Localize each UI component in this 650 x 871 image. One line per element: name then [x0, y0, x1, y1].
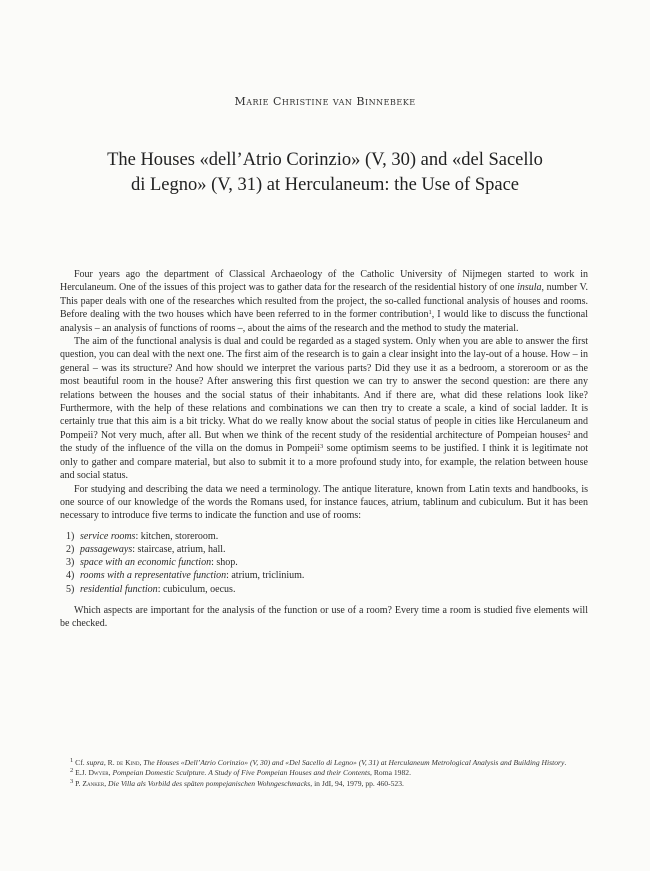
list-number: 1)	[66, 530, 75, 542]
title-line-1: The Houses «dell’Atrio Corinzio» (V, 30) and «del Sacello	[107, 150, 543, 170]
body-text	[60, 268, 588, 631]
footnote-ref-3: 3	[320, 443, 324, 451]
footnote-ref-1: 1	[428, 309, 432, 317]
footnotes	[60, 758, 588, 789]
list-text: : staircase, atrium, hall.	[132, 543, 226, 555]
list-number: 2)	[66, 543, 75, 555]
fn-text: , in JdI, 94, 1979, pp. 460-523.	[310, 778, 404, 788]
footnote-number: 3	[70, 777, 74, 785]
list-label: space with an economic function	[80, 557, 212, 569]
paragraph-1	[60, 268, 588, 335]
fn-title: Die Villa als Vorbild des späten pompejanischen Wohngeschmacks	[108, 778, 311, 788]
footnote-2	[60, 768, 588, 778]
fn-author: de Kind	[116, 758, 140, 767]
fn-text: P.	[73, 778, 83, 788]
fn-author: Zanker	[82, 778, 105, 788]
p1-italic-insula: insula	[517, 282, 542, 294]
p2-text-c: some optimism seems to be justified. I think it is legitimate not only to gather and compare material, but also to submit it to a more profound study into, for example, the relation between house and social status.	[60, 443, 588, 482]
paragraph-4: Which aspects are important for the analysis of the function or use of a room? Every time a room is studied five elements will be checked.	[60, 604, 588, 630]
list-number: 3)	[66, 557, 75, 569]
footnote-number: 1	[70, 757, 74, 764]
p2-text-b: and the study of the influence of the villa on the domus in Pompeii	[60, 429, 588, 455]
list-item	[60, 543, 588, 556]
list-number: 4)	[66, 570, 75, 582]
fn-title: Pompeian Domestic Sculpture. A Study of Five Pompeian Houses and their Contents	[112, 768, 371, 778]
fn-text: ,	[104, 778, 108, 788]
footnote-ref-2: 2	[567, 429, 571, 437]
list-text: : cubiculum, oecus.	[157, 583, 236, 595]
paragraph-3: For studying and describing the data we need a terminology. The antique literature, known from Latin texts and handbooks, is one source of our knowledge of the words the Romans used, for instance fauces, atrium, tablinum and cubiculum. But it has been necessary to introduce five terms to indicate the function and use of rooms:	[60, 483, 588, 522]
list-item	[60, 583, 588, 596]
fn-text: Cf.	[73, 758, 87, 767]
list-number: 5)	[66, 583, 75, 595]
fn-text: , R.	[103, 758, 117, 767]
function-list	[60, 530, 588, 596]
list-label: residential function	[80, 583, 158, 595]
list-text: : kitchen, storeroom.	[135, 530, 219, 542]
p1-text-a: Four years ago the department of Classical Archaeology of the Catholic University of Nijmegen started to work in Herculaneum. One of the issues of this project was to gather data for the research of the residential history of one	[60, 269, 588, 294]
p1-text-b: , number V. This paper deals with one of the researches which resulted from the project, the so-called functional analysis of houses and rooms. Before dealing with the two houses which have been referred to in the former contribution	[60, 282, 588, 321]
paragraph-2	[60, 335, 588, 482]
footnote-3	[60, 779, 588, 789]
list-text: : shop.	[211, 557, 238, 569]
list-label: service rooms	[80, 530, 136, 542]
paper-title	[40, 148, 610, 198]
fn-text: , Roma 1982.	[370, 768, 411, 778]
list-item	[60, 556, 588, 569]
list-label: passageways	[80, 543, 133, 555]
list-label: rooms with a representative function	[80, 570, 227, 582]
p1-text-c: , I would like to discuss the functional analysis – an analysis of functions of rooms –, about the aims of the research and the method to study the material.	[60, 309, 588, 334]
fn-author: Dwyer	[88, 768, 109, 778]
author-name: Marie Christine van Binnebeke	[234, 95, 416, 108]
title-line-2: di Legno» (V, 31) at Herculaneum: the Use of Space	[130, 175, 520, 195]
p2-text-a: The aim of the functional analysis is dual and could be regarded as a staged system. Only when you are able to answer the first question, you can deal with the next one. The first aim of the research is to gain a clear insight into the lay-out of a house. How – in general – was its structure? And how should we interpret the various parts? Did they use it as a bedroom, a storeroom or as the most beautiful room in the house? After answering this first question we can try to answer the second question: are there any relations between the houses and the social status of their inhabitants. And if there are, what did these relations look like? Furthermore, with the help of these relations and combinations we can then try to create a scale, a kind of social ladder. It is certainly true that this aim is a bit tricky. What do we really know about the social status of people in cities like Herculaneum and Pompeii? Not very much, after all. But when we think of the recent study of the residential architecture of Pompeian houses	[60, 336, 588, 441]
fn-text: .	[564, 758, 567, 767]
list-text: : atrium, triclinium.	[226, 570, 305, 582]
fn-text: E.J.	[73, 768, 89, 778]
footnote-1	[60, 758, 588, 768]
fn-text: ,	[108, 768, 113, 778]
fn-title: The Houses «Dell’Atrio Corinzio» (V, 30) and «Del Sacello di Legno» (V, 31) at Herculaneum Metrological Analysis and Building History	[143, 758, 565, 767]
list-item	[60, 569, 588, 582]
footnote-number: 2	[70, 767, 74, 775]
fn-text: ,	[139, 758, 144, 767]
fn-italic: supra	[86, 758, 104, 767]
list-item	[60, 530, 588, 543]
